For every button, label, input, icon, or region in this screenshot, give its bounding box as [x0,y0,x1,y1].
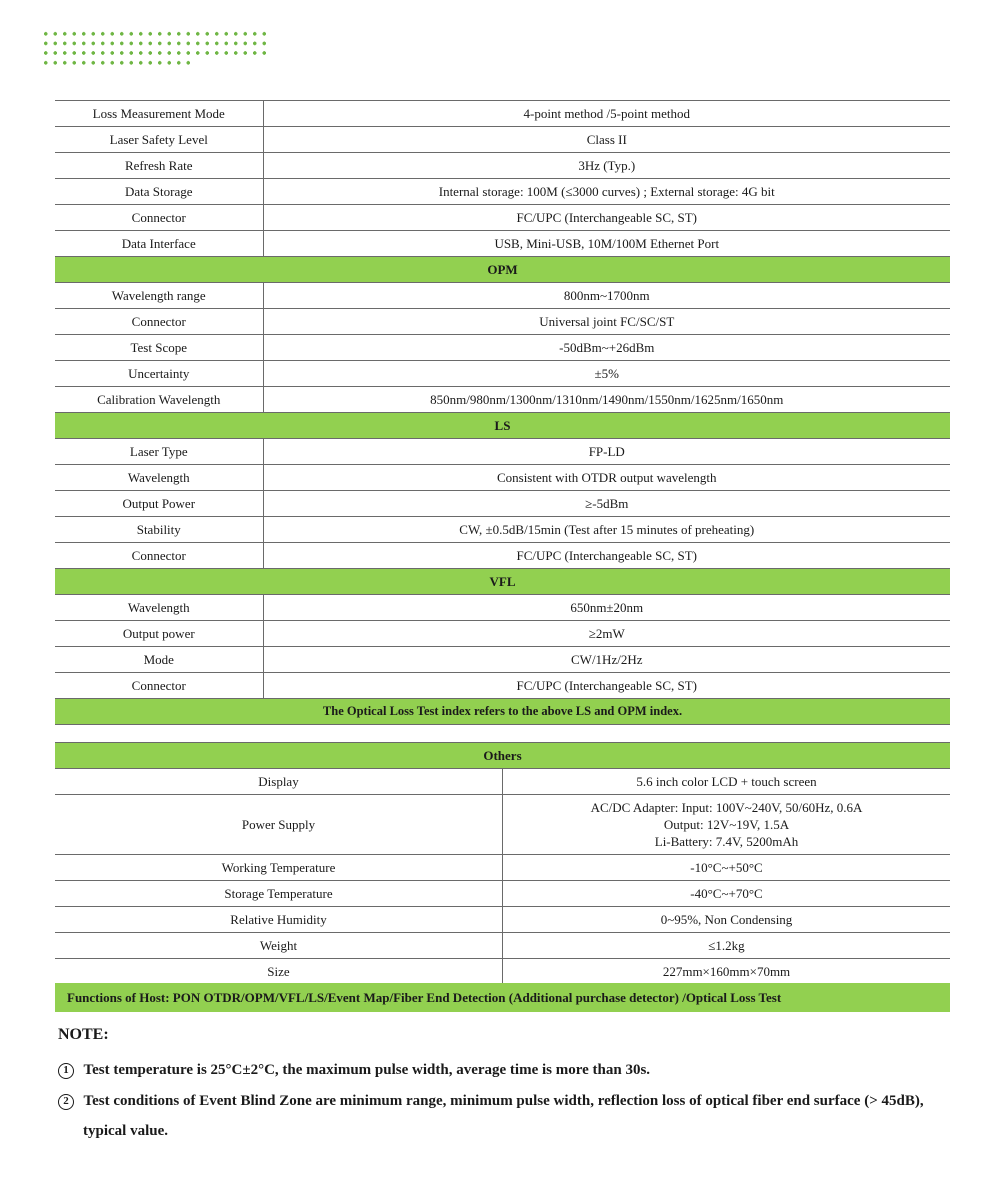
spec-value: FC/UPC (Interchangeable SC, ST) [263,543,950,569]
spec-row-stability [55,517,950,543]
spec-value-line: AC/DC Adapter: Input: 100V~240V, 50/60Hz, 0.6A [590,800,863,815]
spec-value: FC/UPC (Interchangeable SC, ST) [263,205,950,231]
spec-value: 5.6 inch color LCD + touch screen [503,769,951,795]
spec-label: Connector [55,543,263,569]
spec-label: Connector [55,205,263,231]
spec-value: ±5% [263,361,950,387]
spec-label: Data Storage [55,179,263,205]
spec-label: Mode [55,647,263,673]
spec-row-connector [55,205,950,231]
spec-value: Internal storage: 100M (≤3000 curves) ; External storage: 4G bit [263,179,950,205]
section-row [55,569,950,595]
banner-row [55,699,950,725]
spec-label: Weight [55,933,503,959]
spec-value: 650nm±20nm [263,595,950,621]
spec-label: Test Scope [55,335,263,361]
spec-table-main-body [55,101,950,725]
spec-value-line: Li-Battery: 7.4V, 5200mAh [654,834,799,849]
spec-label: Wavelength [55,465,263,491]
section-header-vfl: VFL [55,569,950,595]
notes-list [58,1056,950,1146]
spec-row-storage-temperature [55,881,950,907]
spec-label: Laser Safety Level [55,127,263,153]
spec-row-wavelength [55,595,950,621]
functions-of-host-bar: Functions of Host: PON OTDR/OPM/VFL/LS/Event Map/Fiber End Detection (Additional purchase detector) /Optical Loss Test [55,983,950,1012]
spec-label: Connector [55,673,263,699]
section-row [55,413,950,439]
spec-value: 227mm×160mm×70mm [503,959,951,985]
spec-label: Refresh Rate [55,153,263,179]
spec-row-output-power [55,491,950,517]
section-row [55,743,950,769]
spec-label: Display [55,769,503,795]
spec-table-main [55,100,950,725]
spec-row-wavelength-range [55,283,950,309]
spec-row-data-interface [55,231,950,257]
spec-row-loss-measurement-mode [55,101,950,127]
spec-label: Data Interface [55,231,263,257]
spec-row-connector [55,543,950,569]
spec-label: Laser Type [55,439,263,465]
circled-number-icon: 2 [58,1094,74,1110]
spec-label: Size [55,959,503,985]
spec-table-others [55,742,950,985]
spec-row-data-storage [55,179,950,205]
spec-label: Uncertainty [55,361,263,387]
spec-row-wavelength [55,465,950,491]
spec-value: ≤1.2kg [503,933,951,959]
spec-row-output-power [55,621,950,647]
spec-value: 850nm/980nm/1300nm/1310nm/1490nm/1550nm/1625nm/1650nm [263,387,950,413]
note-item: 2 Test conditions of Event Blind Zone are minimum range, minimum pulse width, reflection loss of optical fiber end surface (> 45dB), typical value. [58,1087,950,1146]
table-note-banner: The Optical Loss Test index refers to the above LS and OPM index. [55,699,950,725]
note-item: 1 Test temperature is 25°C±2°C, the maximum pulse width, average time is more than 30s. [58,1056,950,1085]
spec-row-size [55,959,950,985]
notes-heading: NOTE: [58,1026,109,1043]
spec-label: Relative Humidity [55,907,503,933]
circled-number-icon: 1 [58,1063,74,1079]
section-header-ls: LS [55,413,950,439]
spec-label: Wavelength range [55,283,263,309]
notes-section [58,1026,950,1148]
spec-row-power-supply [55,795,950,855]
spec-value: -40°C~+70°C [503,881,951,907]
spec-value: -50dBm~+26dBm [263,335,950,361]
spec-row-laser-type [55,439,950,465]
spec-label: Power Supply [55,795,503,855]
spec-label: Connector [55,309,263,335]
spec-label: Output Power [55,491,263,517]
spec-label: Loss Measurement Mode [55,101,263,127]
spec-value: 4-point method /5-point method [263,101,950,127]
spec-row-uncertainty [55,361,950,387]
spec-row-laser-safety-level [55,127,950,153]
dots-decoration [41,58,193,67]
spec-row-weight [55,933,950,959]
spec-row-calibration-wavelength [55,387,950,413]
spec-row-display [55,769,950,795]
spec-table-others-body [55,743,950,985]
spec-row-working-temperature [55,855,950,881]
spec-value-line: Output: 12V~19V, 1.5A [663,817,790,832]
section-row [55,257,950,283]
spec-value: 3Hz (Typ.) [263,153,950,179]
spec-row-relative-humidity [55,907,950,933]
spec-row-connector [55,673,950,699]
spec-value: Class II [263,127,950,153]
dots-decoration [41,29,269,58]
spec-value [503,795,951,855]
spec-label: Storage Temperature [55,881,503,907]
spec-value: 0~95%, Non Condensing [503,907,951,933]
spec-row-connector [55,309,950,335]
spec-value: -10°C~+50°C [503,855,951,881]
spec-row-refresh-rate [55,153,950,179]
spec-value: Consistent with OTDR output wavelength [263,465,950,491]
spec-label: Output power [55,621,263,647]
section-header-opm: OPM [55,257,950,283]
spec-value: USB, Mini-USB, 10M/100M Ethernet Port [263,231,950,257]
section-header-others: Others [55,743,950,769]
spec-row-test-scope [55,335,950,361]
spec-label: Working Temperature [55,855,503,881]
spec-value: ≥-5dBm [263,491,950,517]
spec-row-mode [55,647,950,673]
spec-value: ≥2mW [263,621,950,647]
spec-label: Calibration Wavelength [55,387,263,413]
spec-value: 800nm~1700nm [263,283,950,309]
spec-label: Stability [55,517,263,543]
spec-value: FP-LD [263,439,950,465]
spec-value: Universal joint FC/SC/ST [263,309,950,335]
spec-value: FC/UPC (Interchangeable SC, ST) [263,673,950,699]
spec-value: CW/1Hz/2Hz [263,647,950,673]
spec-value: CW, ±0.5dB/15min (Test after 15 minutes of preheating) [263,517,950,543]
spec-label: Wavelength [55,595,263,621]
